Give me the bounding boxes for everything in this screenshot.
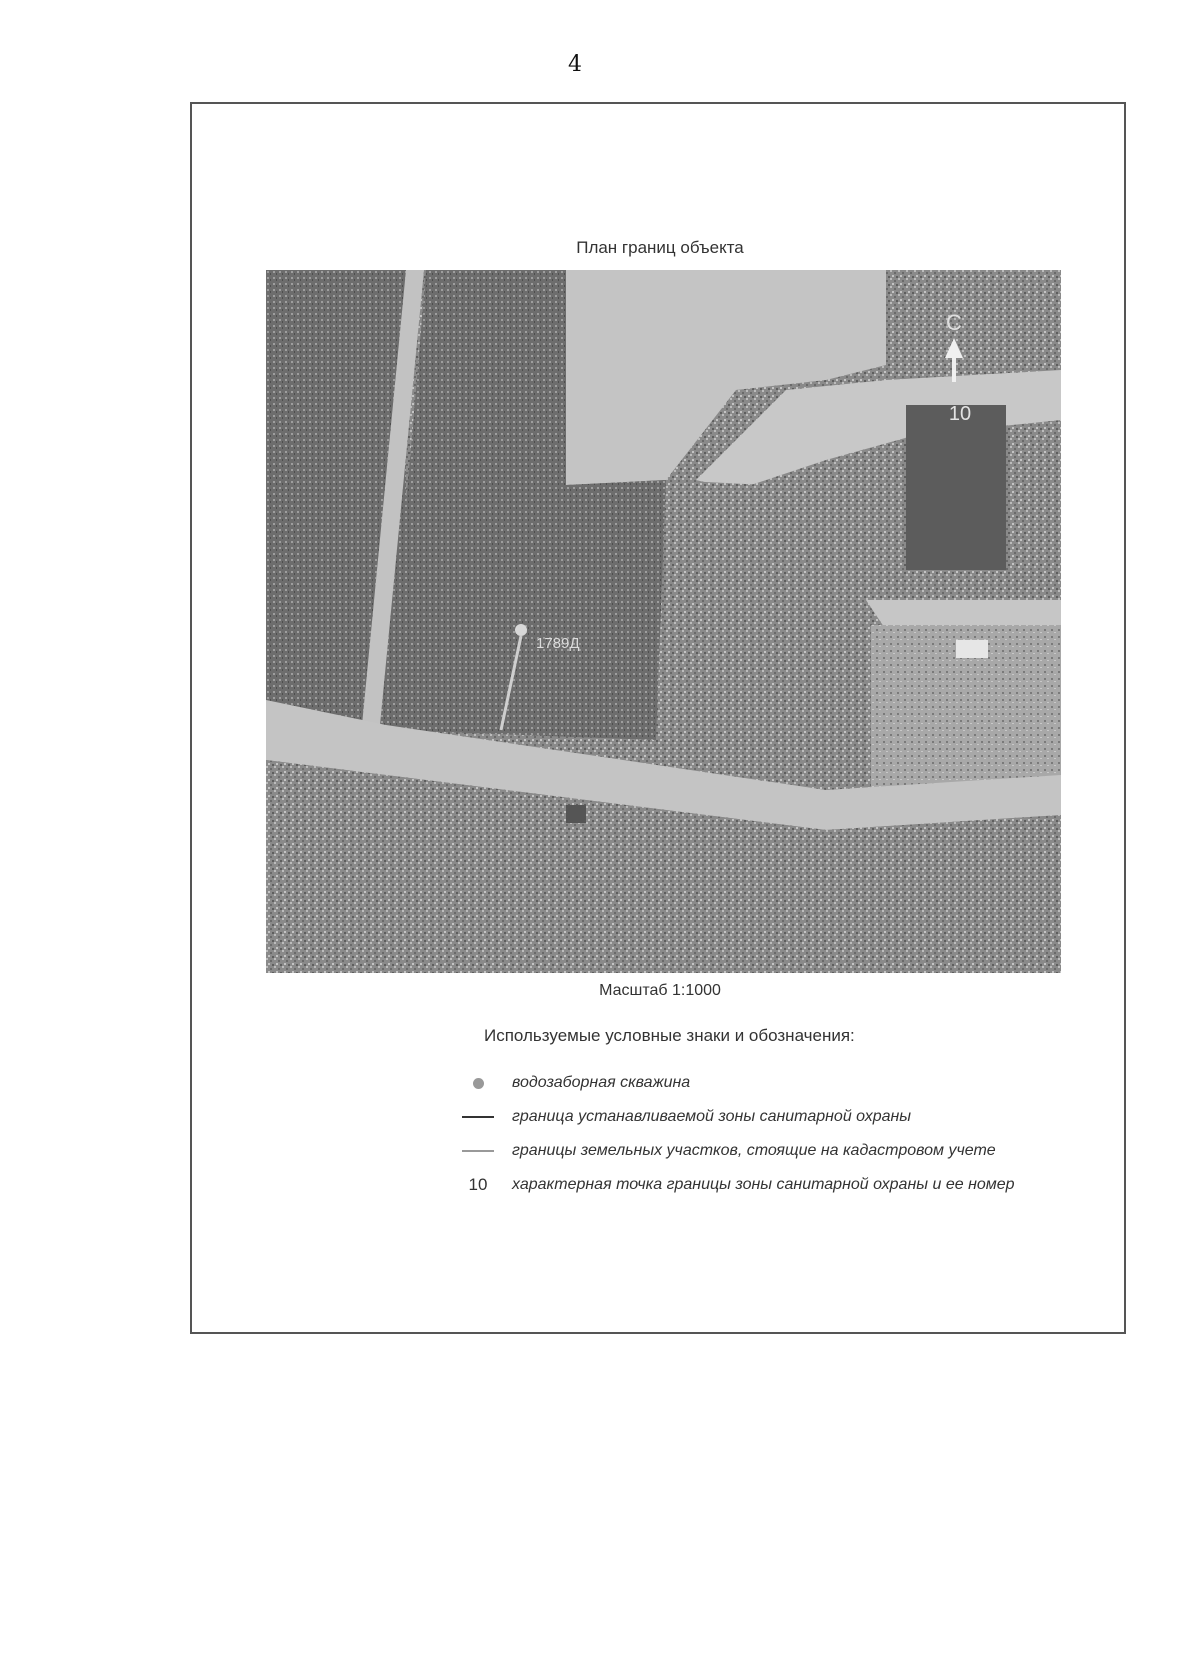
well-marker <box>515 624 527 636</box>
legend-label: характерная точка границы зоны санитарной охраны и ее номер <box>512 1176 1015 1193</box>
map-title: План границ объекта <box>576 238 744 257</box>
satellite-map <box>266 270 1061 973</box>
north-label: С <box>946 310 962 335</box>
point-number-symbol: 10 <box>468 1175 488 1194</box>
dot-icon <box>473 1078 484 1089</box>
legend-label: водозаборная скважина <box>512 1074 691 1091</box>
legend-item-point <box>450 1168 1090 1202</box>
bottom-shed <box>566 805 586 823</box>
dark-building <box>906 405 1006 570</box>
legend-item-well <box>450 1066 1090 1100</box>
legend-label: границы земельных участков, стоящие на кадастровом учете <box>512 1142 996 1159</box>
legend-label: граница устанавливаемой зоны санитарной охраны <box>512 1108 912 1125</box>
dark-line-icon <box>462 1116 494 1118</box>
legend-item-parcel-boundary <box>450 1134 1090 1168</box>
small-structure <box>956 640 988 658</box>
legend-item-zone-boundary <box>450 1100 1090 1134</box>
point-number: 10 <box>948 403 972 425</box>
legend <box>450 1066 1090 1202</box>
scale-text: Масштаб 1:1000 <box>599 982 721 999</box>
light-line-icon <box>462 1150 494 1152</box>
legend-title: Используемые условные знаки и обозначения: <box>484 1026 855 1045</box>
page-number: 4 <box>568 52 582 77</box>
parcel-label: 1789Д <box>536 635 580 652</box>
